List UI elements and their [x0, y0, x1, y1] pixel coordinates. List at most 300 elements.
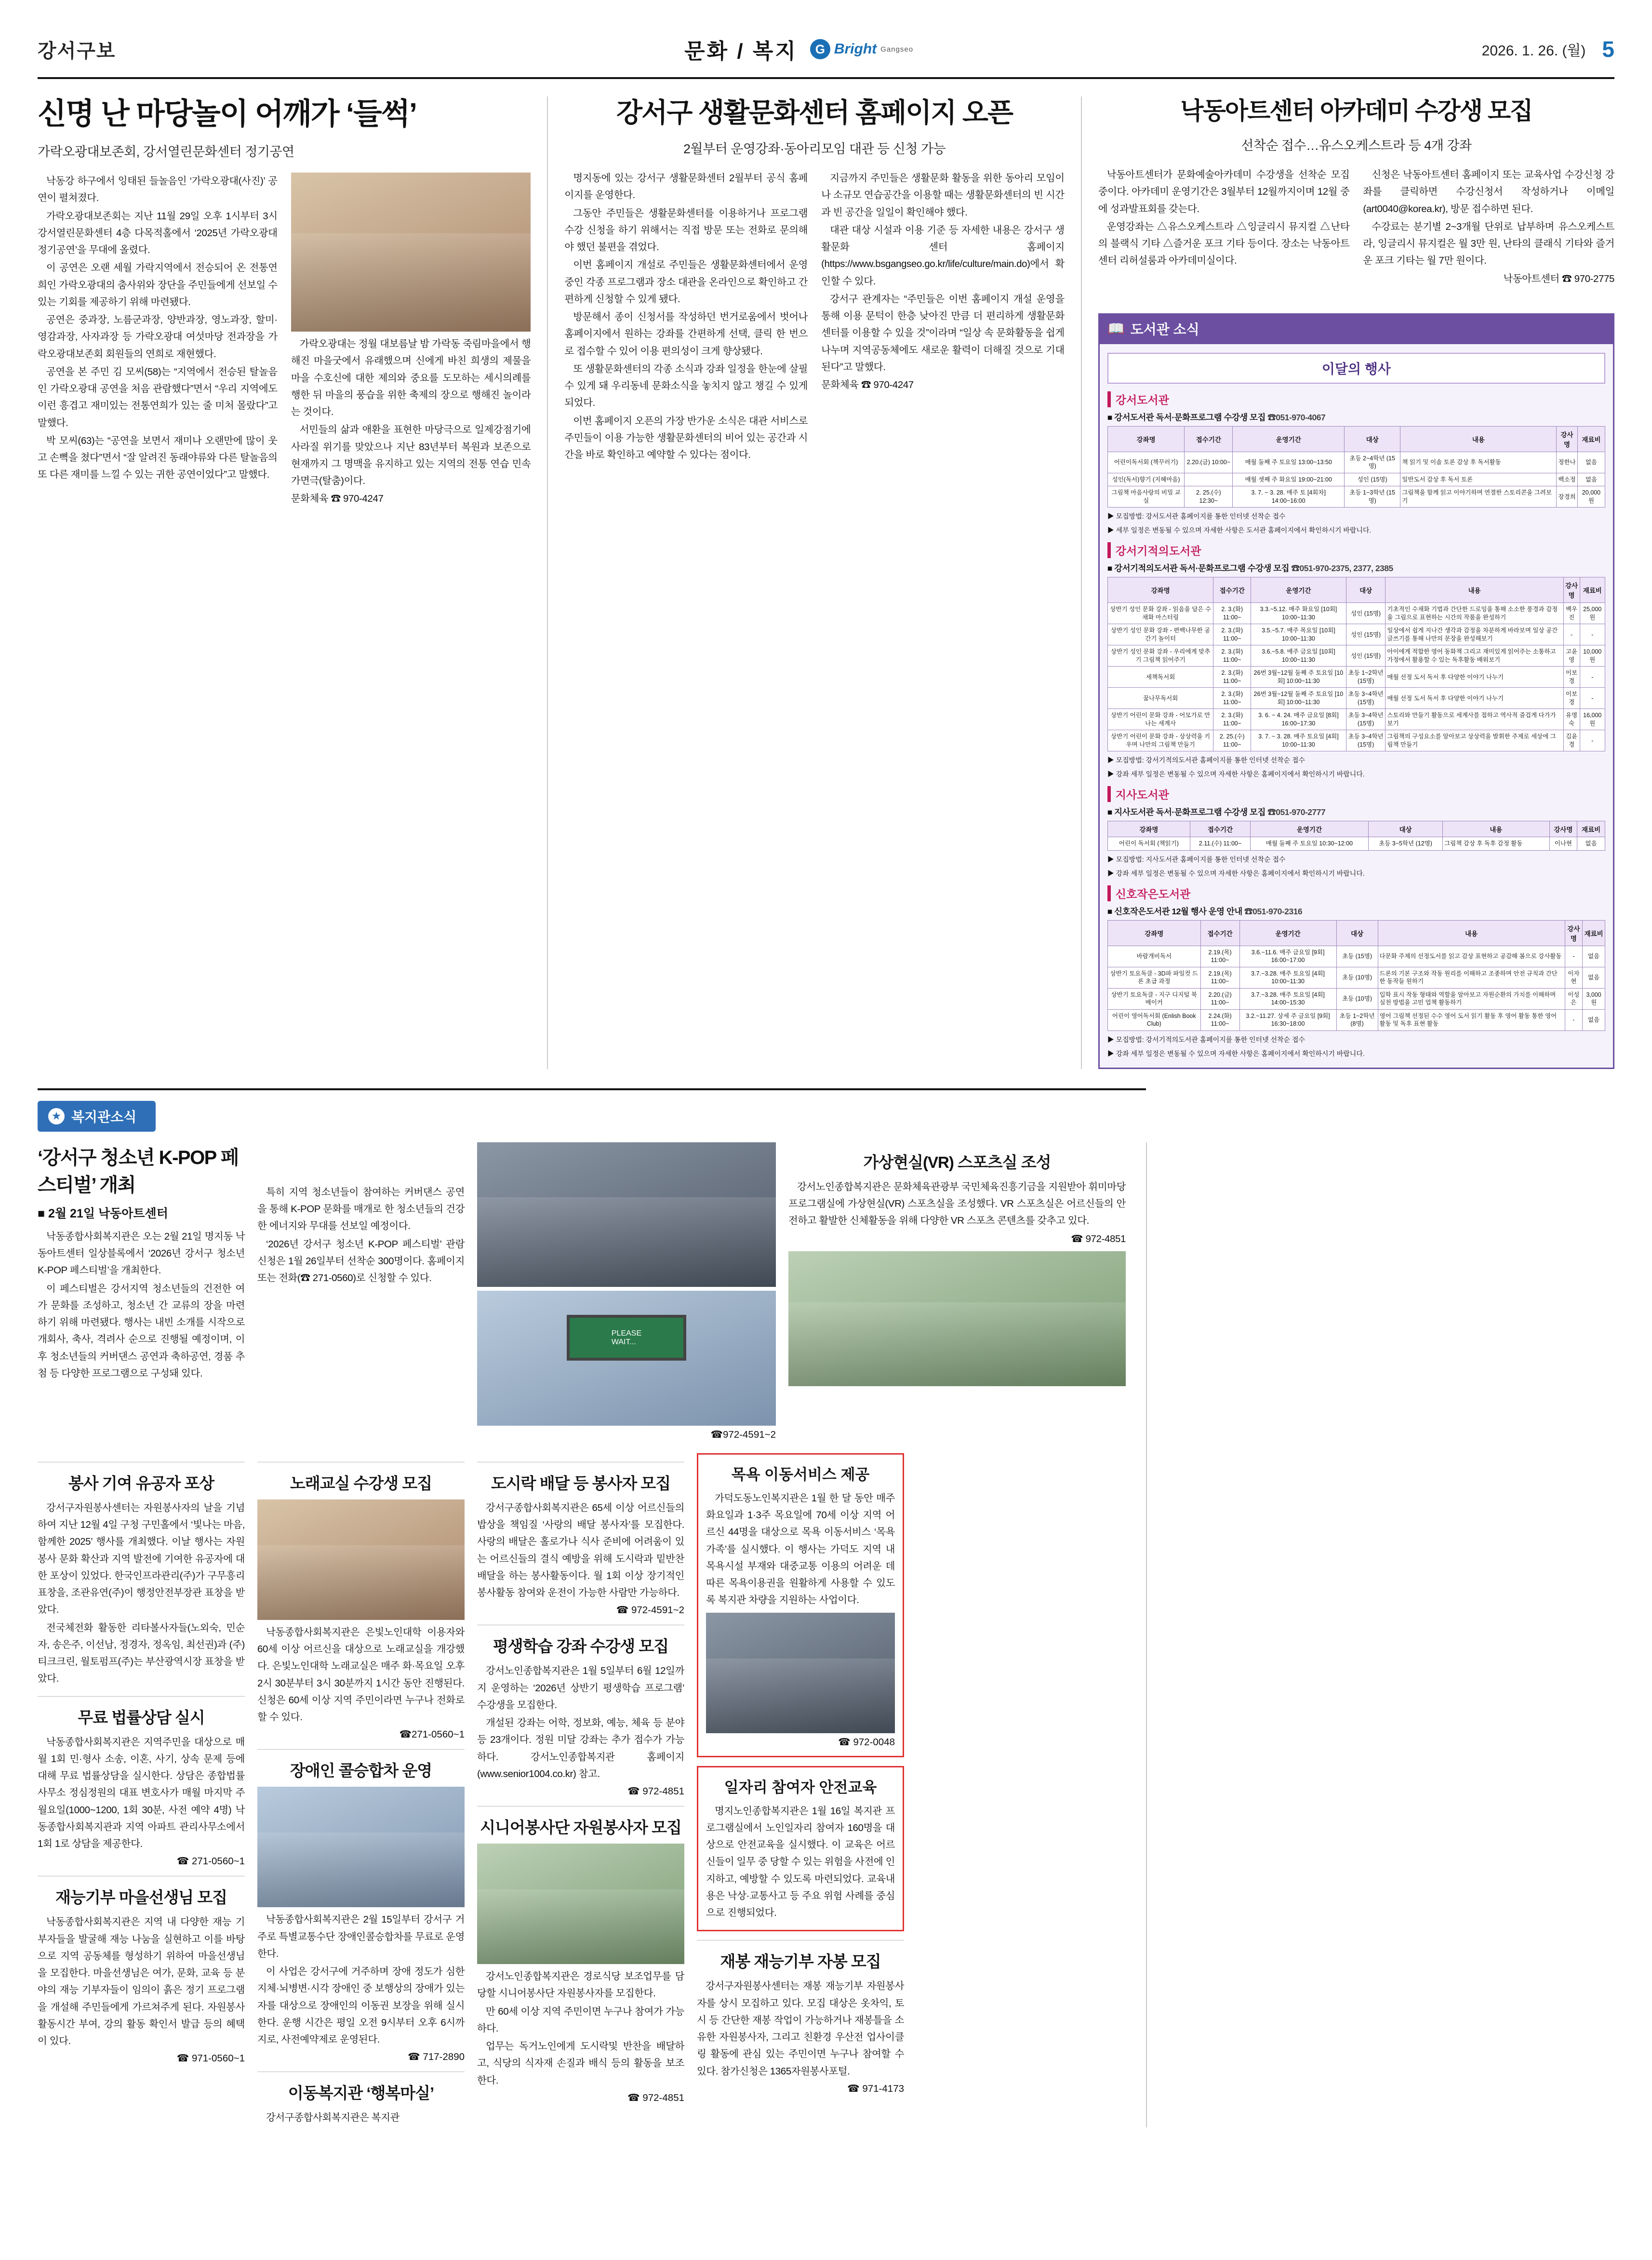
table-row: [1107, 452, 1605, 473]
table-cell: 3.6.~5.8. 매주 금요일 [10회] 10:00~11:30: [1251, 645, 1346, 667]
table-cell: 백우진: [1563, 603, 1580, 624]
table-cell: -: [1580, 667, 1605, 688]
table-row: [1107, 946, 1605, 967]
table-header-cell: 재료비: [1580, 577, 1605, 603]
table-row: [1107, 1009, 1605, 1030]
table-header-cell: 강사명: [1565, 920, 1583, 946]
library-note: ▶ 세부 일정은 변동될 수 있으며 자세한 사항은 도서관 홈페이지에서 확인하시기 바랍니다.: [1107, 526, 1372, 535]
item2-p0: 강서구종합사회복지관은 65세 이상 어르신들의 밥상을 책임질 ‘사랑의 배달 봉사자’를 모집한다. 사랑의 배달은 홀로가나 식사 준비에 어려움이 있는 어르신들의 결식 예방을 위해 도시락과 밑반찬 배달을 하는 봉사활동이다. 월 1회 이상 장기적인 봉사활동 참여와 운전이 가능한 사람만 가능하다.: [477, 1502, 684, 1598]
article-nakdong-academy: [1081, 96, 1614, 1069]
table-header-cell: 접수기간: [1213, 577, 1251, 603]
section-title: 문화 / 복지: [684, 40, 798, 63]
vr-screen-graphic: PLEASE WAIT...: [567, 1315, 686, 1361]
redbox0-tel: ☎ 972-0048: [838, 1736, 895, 1748]
table-cell: 장경희: [1557, 486, 1578, 508]
table-header-cell: 내용: [1378, 920, 1565, 946]
redbox-bath-service: [697, 1453, 904, 1757]
table-cell: 없음: [1583, 1009, 1605, 1030]
table-cell: 드론의 기본 구조와 작동 원리를 이해하고 조종하며 안전 규칙과 간단 한 동작들 원하기: [1378, 967, 1565, 988]
table-cell: 2.19.(목) 11:00~: [1200, 967, 1239, 988]
table-row: [1107, 473, 1605, 486]
table-cell: 성인 (15명): [1345, 473, 1400, 486]
table-cell: 2. 3.(화) 11:00~: [1213, 624, 1251, 645]
library-section-name-1: 강서기적의도서관: [1107, 542, 1605, 558]
item6-title: 재능기부 마을선생님 모집: [55, 1888, 227, 1907]
item4-p0: 낙동종합사회복지관은 2월 15일부터 강서구 거주로 특별교통수단 장애인콜승합차를 무료로 운영한다.: [257, 1914, 465, 1959]
item5-tel: ☎ 972-4851: [627, 1786, 684, 1797]
issue-date: 2026. 1. 26. (월): [1481, 43, 1586, 59]
article2-p8: 강서구 관계자는 “주민들은 이번 홈페이지 개설 운영을 통해 이용 문턱이 한층 낮아진 만큼 더 편리하게 생활문화센터를 이용할 수 있을 것”이라며 “일상 속 문화활동을 쉽게 나누며 지역공동체에도 새로운 활력이 더해질 것으로 기대된다”고 말했다.: [821, 293, 1065, 373]
article1-p3: 공연은 중과장, 노름군과장, 양반과장, 영노과장, 할미·영감과장, 사자과장 등 가락오광대 여섯마당 전과장을 가락오광대보존회 회원들의 연희로 재현했다.: [38, 314, 278, 360]
welfare-col-4: [697, 1453, 904, 2127]
table-cell: 어린이 독서회 (책읽기): [1107, 837, 1190, 851]
table-cell: -: [1565, 1009, 1583, 1030]
table-cell: 없음: [1577, 473, 1605, 486]
table-header-cell: 내용: [1443, 821, 1549, 837]
table-cell: 상반기 토요독클 - 지구 디지털 북메이커: [1107, 988, 1200, 1009]
item9-title: 재봉 재능기부 자봉 모집: [720, 1952, 881, 1971]
table-cell: 20,000원: [1577, 486, 1605, 508]
article2-p2: 이번 홈페이지 개설로 주민들은 생활문화센터에서 운영 중인 각종 프로그램과 장소 대관을 온라인으로 확인하고 간편하게 신청할 수 있게 됐다.: [564, 259, 808, 305]
article2-col2: [821, 170, 1065, 464]
library-section-2: [1107, 786, 1605, 879]
table-row: [1107, 688, 1605, 709]
table-row: [1107, 624, 1605, 645]
table-row: [1107, 645, 1605, 667]
masthead: [38, 0, 1614, 79]
kpop-title: ‘강서구 청소년 K-POP 페스티벌’ 개최: [38, 1147, 239, 1196]
table-cell: 그림책 감상 후 독후 감정 활동: [1443, 837, 1549, 851]
table-row: [1107, 837, 1605, 851]
item6-p0: 낙동종합사회복지관은 지역 내 다양한 재능 기부자들을 발굴해 재능 나눔을 실현하고 이를 바탕으로 지역 공동체를 형성하기 위하여 마을선생님을 모집한다. 마을선생님은 여가, 문화, 교육 등 분야의 재능 기부자들이 임의이 흙은 정기 프로그램을 개설해 주민들에게 가르쳐주게 된다. 자원봉사활동시간 부여, 강의 활동 확인서 발급 등의 혜택이 있다.: [38, 1916, 245, 2046]
table-cell: 초등 (15명): [1336, 946, 1378, 967]
table-cell: 26번 3월~12월 둘째 주 토요일 [10회] 10:00~11:30: [1251, 688, 1346, 709]
welfare-top-row: [38, 1142, 1132, 1441]
table-cell: 이나현: [1549, 837, 1577, 851]
library-note: ▶ 강좌 세부 일정은 변동될 수 있으며 자세한 사항은 홈페이지에서 확인하시기 바랍니다.: [1107, 770, 1365, 778]
article3-title: 낙동아트센터 아카데미 수강생 모집: [1180, 97, 1532, 124]
table-cell: 이성은: [1565, 988, 1583, 1009]
item9-tel: ☎ 971-4173: [847, 2083, 904, 2094]
library-sections: [1107, 391, 1605, 1059]
library-table-3: [1107, 920, 1605, 1031]
article3-p2: 신청은 낙동아트센터 홈페이지 또는 교육사업 수강신청 강좌를 클릭하면 수강신청서 작성하거나 이메일(art0040@korea.kr), 방문 접수하면 된다.: [1363, 169, 1615, 214]
page-number: 5: [1602, 37, 1614, 62]
welfare-items-grid: [38, 1453, 1132, 2127]
article3-col2: [1363, 166, 1614, 288]
item3-tel: ☎ 271-0560~1: [176, 1856, 245, 1867]
table-cell: 매월 셋째 주 화요일 19:00~21:00: [1233, 473, 1345, 486]
item1-title: 노래교실 수강생 모집: [290, 1474, 432, 1492]
article2-p0: 명지동에 있는 강서구 생활문화센터 2월부터 공식 홈페이지를 운영한다.: [564, 173, 808, 201]
table-header-cell: 운영기간: [1233, 426, 1345, 452]
table-cell: 2. 25.(수) 11:00~: [1213, 730, 1251, 751]
item4-tel: ☎ 717-2890: [408, 2051, 465, 2063]
table-cell: 없음: [1577, 452, 1605, 473]
table-cell: 2.20.(금) 10:00~: [1185, 452, 1233, 473]
welfare-region: [38, 1142, 1614, 2127]
table-header-cell: 내용: [1400, 426, 1557, 452]
table-header-cell: 재료비: [1577, 821, 1605, 837]
article2-subtitle: 2월부터 운영강좌·동아리모임 대관 등 신청 가능: [683, 142, 946, 157]
table-cell: 상반기 성인 문화 강좌 - 편백나무한 공간기 놀이터: [1107, 624, 1213, 645]
table-cell: 초등 3~4학년 (15명): [1346, 688, 1385, 709]
article2-p6: 지금까지 주민들은 생활문화 활동을 위한 동아리 모임이나 소규모 연습공간을 이용할 때는 생활문화센터의 빈 시간과 빈 공간을 일일이 확인해야 했다.: [821, 173, 1065, 218]
welfare-left: [38, 1142, 1146, 2127]
table-row: [1107, 709, 1605, 730]
table-cell: 25,000원: [1580, 603, 1605, 624]
table-header-cell: 재료비: [1577, 426, 1605, 452]
table-header-cell: 강좌명: [1107, 426, 1185, 452]
table-cell: 아이에게 적합한 영어 동화책 그리고 재미있게 읽어주는 소통하고 가정에서 활용할 수 있는 독후활동 배워보기: [1386, 645, 1563, 667]
table-header-cell: 강좌명: [1107, 577, 1213, 603]
item2-title: 도시락 배달 등 봉사자 모집: [491, 1474, 671, 1492]
article2-body: [564, 170, 1064, 464]
library-section-line-0: ■ 강서도서관 독서·문화프로그램 수강생 모집 ☎051-970-4067: [1107, 412, 1326, 422]
table-header-cell: 접수기간: [1185, 426, 1233, 452]
article-culture-center: [547, 96, 1080, 1069]
kpop-p3: ‘2026년 강서구 청소년 K-POP 페스티벌’ 관람 신청은 1월 26일부터 선착순 300명이다. 홈페이지 또는 전화(☎ 271-0560)로 신청할 수 있다.: [257, 1238, 465, 1284]
table-cell: 3. 6. ~ 4. 24. 매주 금요일 [8회] 16:00~17:30: [1251, 709, 1346, 730]
table-cell: 3. 7. ~ 3. 28. 매주 토요일 [4회] 10:00~11:30: [1251, 730, 1346, 751]
table-cell: 고윤영: [1563, 645, 1580, 667]
item8-title: 이동복지관 ‘행복마실’: [288, 2084, 434, 2102]
table-cell: 이보경: [1563, 688, 1580, 709]
item5-title: 평생학습 강좌 수강생 모집: [493, 1637, 669, 1656]
table-cell: 없음: [1577, 837, 1605, 851]
item3-p0: 낙동종합사회복지관은 지역주민을 대상으로 매월 1회 민·형사 소송, 이혼, 사기, 상속 문제 등에 대해 무료 법률상담을 실시한다. 상담은 종합법률사무소 정심정원의 대표 변호사가 매월 마지막 주 월요일(1000~1200, 1회 30분, 사전 예약 4명) 낙동종합사회복지관과 지역 아파트 관리사무소에서 1회 1로 상담을 제공한다.: [38, 1736, 245, 1849]
kpop-p2: 특히 지역 청소년들이 참여하는 커버댄스 공연을 통해 K-POP 문화를 매개로 한 청소년들의 건강한 에너지와 무대를 선보일 예정이다.: [257, 1186, 465, 1232]
article1-subtitle: 가락오광대보존회, 강서열린문화센터 정기공연: [38, 145, 294, 160]
table-row: [1107, 967, 1605, 988]
article1-p4: 공연을 본 주민 김 모씨(58)는 “지역에서 전승된 탈놀음인 가락오광대 공연을 처음 관람했다”면서 “우리 지역에도 이런 흥겹고 재미있는 전통연희가 있는 줄 미처 몰랐다”고 말했다.: [38, 366, 278, 428]
table-cell: 그림책 마음사랑의 비밀 교실: [1107, 486, 1185, 508]
table-cell: 2. 25.(수) 12:30~: [1185, 486, 1233, 508]
table-cell: 2. 3.(화) 11:00~: [1213, 603, 1251, 624]
library-table-0: [1107, 426, 1605, 508]
kpop-sub: ■ 2월 21일 낙동아트센터: [38, 1206, 168, 1220]
article1-p7: 서민들의 삶과 애환을 표현한 마당극으로 일제강점기에 사라질 위기를 맞았으나 지난 83년부터 복원과 보존으로 현재까지 그 명맥을 유지하고 있는 지역의 전통 연습 민속가면극(탈춤)이다.: [291, 424, 531, 487]
article-madangnori: [38, 96, 547, 1069]
article2-p5: 이번 홈페이지 오픈의 가장 반가운 소식은 대관 서비스로 주민들이 이용 가능한 생활문화센터의 비어 있는 공간과 시간을 바로 확인하고 예약할 수 있다는 점이다.: [564, 415, 808, 461]
book-icon: 📖: [1107, 321, 1125, 336]
table-cell: 매월 둘째 주 토요일 10:30~12:00: [1250, 837, 1368, 851]
table-cell: 유명숙: [1563, 709, 1580, 730]
table-cell: 3.3.~5.12. 매주 화요일 [10회] 10:00~11:30: [1251, 603, 1346, 624]
table-header-cell: 내용: [1386, 577, 1563, 603]
article3-p0: 낙동아트센터가 문화예술아카데미 수강생을 선착순 모집 중이다. 아카데미 운영기간은 3월부터 12월까지이며 12월 중에 성과발표회를 갖는다.: [1098, 169, 1350, 214]
table-row: [1107, 667, 1605, 688]
table-cell: 2. 3.(화) 11:00~: [1213, 688, 1251, 709]
table-cell: 어린이 영어독서회 (Enlish Book Club): [1107, 1009, 1200, 1030]
table-cell: 매월 선정 도서 독서 후 다양한 이야기 나누기: [1386, 688, 1563, 709]
table-cell: 매월 둘째 주 토요일 13:00~13:50: [1233, 452, 1345, 473]
table-header-cell: 대상: [1345, 426, 1400, 452]
logo-subtext: Gangseo: [880, 45, 914, 53]
table-header-cell: 강사명: [1557, 426, 1578, 452]
library-section-0: [1107, 391, 1605, 536]
item1-tel: ☎271-0560~1: [399, 1729, 465, 1740]
kpop-p0: 낙동종합사회복지관은 오는 2월 21일 명지동 낙동아트센터 일상블록에서 ‘2026년 강서구 청소년 K-POP 페스티벌’을 개최한다.: [38, 1230, 245, 1276]
table-cell: 입학 표시 작동 형태와 역할을 알아보고 자원순환의 가치를 이해하며 실천 방법을 고민 업책 활동하기: [1378, 988, 1565, 1009]
table-cell: 2. 3.(화) 11:00~: [1213, 645, 1251, 667]
article2-p3: 방문해서 종이 신청서를 작성하던 번거로움에서 벗어나 홈페이지에서 원하는 강좌를 간편하게 선택, 클릭 한 번으로 접수할 수 있어 이용 편의성이 크게 향상됐다.: [564, 311, 808, 357]
article2-contact: 문화체육 ☎ 970-4247: [821, 379, 914, 391]
article2-p4: 또 생활문화센터의 각종 소식과 강좌 일정을 한눈에 살필 수 있게 돼 우리동네 문화소식을 놓치지 않고 챙길 수 있게 되었다.: [564, 363, 808, 409]
article1-p1: 가락오광대보존회는 지난 11월 29일 오후 1시부터 3시 강서열린문화센터 4층 다목적홀에서 ‘2025년 가락오광대 정기공연’을 무대에 올렸다.: [38, 210, 278, 256]
masthead-right: [1482, 36, 1614, 62]
table-header-cell: 강좌명: [1107, 821, 1190, 837]
article3-p1: 운영강좌는 △유스오케스트라 △잉글리시 뮤지컬 △난타의 블랙식 기타 △즐거운 포크 기타 등이다. 장소는 낙동아트센터 리허설룸과 아카데미실이다.: [1098, 221, 1350, 267]
redbox1-title: 일자리 참여자 안전교육: [724, 1779, 877, 1796]
table-cell: 스토리와 만들기 활동으로 세계사를 접하고 역사적 즐겁게 다가가 보기: [1386, 709, 1563, 730]
redbox0-title: 목욕 이동서비스 제공: [731, 1466, 870, 1483]
table-cell: 다문화 주제의 선정도서를 읽고 감상 표현하고 공감해 봄으로 강사활동: [1378, 946, 1565, 967]
item0-p0: 강서구자원봉사센터는 자원봉사자의 날을 기념하여 지난 12월 4일 구청 구민홀에서 ‘빛나는 마음, 함께한 2025’ 행사를 개최했다. 이날 행사는 자원봉사 문화 확산과 지역 발전에 기여한 유공자에 대한 포상이 있었다. 한국인프라관리(주)가 구무흥리 표창을, 조관유연(주)이 행정안전부장관 표창을 받았다.: [38, 1502, 245, 1616]
library-section-1: [1107, 542, 1605, 779]
table-cell: 2.24.(화) 11:00~: [1200, 1009, 1239, 1030]
table-cell: 일반도서 감상 후 독서 토론: [1400, 473, 1557, 486]
item8-p0: 강서구종합사회복지관은 복지관: [266, 2112, 400, 2124]
library-section-3: [1107, 885, 1605, 1059]
article2-title: 강서구 생활문화센터 홈페이지 오픈: [616, 97, 1013, 128]
table-cell: 초등 (10명): [1336, 967, 1378, 988]
table-cell: 그림책을 함께 읽고 이야기하며 연결한 스토리콘을 그려보기: [1400, 486, 1557, 508]
library-panel: [1098, 344, 1614, 1069]
table-header-cell: 운영기간: [1250, 821, 1368, 837]
table-header-cell: 운영기간: [1239, 920, 1336, 946]
table-header-cell: 강사명: [1549, 821, 1577, 837]
article1-p5: 박 모씨(63)는 “공연을 보면서 재미나 오랜만에 많이 웃고 손뼉을 쳤다”면서 “잘 알려진 동래야류와 다른 탈놀음의 또 다른 재미를 느낄 수 있는 귀한 공연이었다”고 말했다.: [38, 435, 278, 481]
table-cell: 2.19.(목) 11:00~: [1200, 946, 1239, 967]
library-header: [1098, 313, 1614, 344]
item7-title: 시니어봉사단 자원봉사자 모집: [480, 1819, 681, 1836]
table-header-cell: 강사명: [1563, 577, 1580, 603]
item6-tel: ☎ 971-0560~1: [176, 2053, 245, 2064]
item4-photo: [257, 1787, 465, 1907]
article3-p3: 수강료는 분기별 2~3개월 단위로 납부하며 유스오케스트라, 잉글리시 뮤지컬은 월 3만 원, 난타의 클래식 기타와 즐거운 포크 기타는 월 7만 원이다.: [1363, 221, 1615, 267]
welfare-label-text: 복지관소식: [71, 1109, 137, 1124]
vr-photo: [477, 1291, 776, 1426]
table-cell: 일상에서 쉽게 지나간 생각과 감정을 차분하게 바라보며 일상 공간 글쓰기를 통해 나만의 문장을 완성해보기: [1386, 624, 1563, 645]
table-header-cell: 접수기간: [1200, 920, 1239, 946]
table-cell: 2. 3.(화) 11:00~: [1213, 667, 1251, 688]
table-cell: 그림책의 구성요소를 알아보고 상상력을 발휘한 주제로 세상에 그림책 만들기: [1386, 730, 1563, 751]
table-cell: -: [1580, 688, 1605, 709]
article1-p0: 낙동강 하구에서 잉태된 들놀음인 ‘가락오광대(사진)’ 공연이 펼쳐졌다.: [38, 175, 278, 204]
library-note: ▶ 모집방법: 강서기적의도서관 홈페이지를 통한 인터넷 선착순 접수: [1107, 1035, 1305, 1043]
table-cell: 초등 3~4학년 (15명): [1346, 730, 1385, 751]
library-table-1: [1107, 577, 1605, 751]
kpop-tel: ☎972-4591~2: [710, 1429, 776, 1440]
item4-title: 장애인 콜승합차 운영: [290, 1762, 432, 1780]
library-section-line-1: ■ 강서기적의도서관 독서·문화프로그램 수강생 모집 ☎051-970-2375, 2377, 2385: [1107, 563, 1393, 574]
article1-col1: [38, 173, 278, 508]
logo-text: Bright: [834, 41, 877, 57]
table-cell: 상반기 성인 문화 강좌 - 우리에게 맞추기 그림책 읽어주기: [1107, 645, 1213, 667]
redbox0-p0: 가덕도동노인복지관은 1월 한 달 동안 매주 화요일과 1·3주 목요일에 70세 이상 지역 어르신 44명을 대상으로 목욕 이동서비스 ‘목욕가족’를 실시했다. 이 행사는 가덕도 지역 내 목욕시설 부재와 대중교통 이용의 어려운 데 따른 목욕이용권을 원활하게 사용할 수 있도록 복지관 차량을 지원하는 사업이다.: [706, 1492, 895, 1606]
library-month-title: 이달의 행사: [1107, 353, 1605, 384]
table-row: [1107, 730, 1605, 751]
table-cell: 2.20.(금) 11:00~: [1200, 988, 1239, 1009]
table-header-cell: 대상: [1336, 920, 1378, 946]
item0-p1: 전국체전화 활동한 리타볼사자들(노외숙, 민순자, 송은주, 이선남, 정경자, 정옥임, 최선권)과 (주)티크크린, 월토펌프(주)는 부산광역시장 표창을 받았다.: [38, 1622, 245, 1685]
library-note: ▶ 강좌 세부 일정은 변동될 수 있으며 자세한 사항은 홈페이지에서 확인하시기 바랍니다.: [1107, 1049, 1365, 1057]
vr-photo-2: [788, 1251, 1126, 1386]
table-cell: 성인(독서)향기 (지혜마음): [1107, 473, 1185, 486]
item3-title: 무료 법률상담 실시: [78, 1708, 205, 1726]
library-note: ▶ 모집방법: 강서도서관 홈페이지를 통한 인터넷 선착순 접수: [1107, 512, 1286, 521]
item7-photo: [477, 1844, 684, 1964]
table-cell: 세책독서회: [1107, 667, 1213, 688]
table-cell: 초등 1~2학년 (15명): [1346, 667, 1385, 688]
article3-body: [1098, 166, 1614, 288]
article3-col1: [1098, 166, 1350, 288]
table-cell: 상반기 토요독클 - 3D파 파일컷 드론 초급 과정: [1107, 967, 1200, 988]
table-cell: 김윤경: [1563, 730, 1580, 751]
table-cell: 초등 1~2학년 (8명): [1336, 1009, 1378, 1030]
table-cell: 2. 3.(화) 11:00~: [1213, 709, 1251, 730]
article1-body: [38, 173, 531, 508]
table-cell: 상반기 어린이 문화 강좌 - 상상력을 키우며 나만의 그림책 만들기: [1107, 730, 1213, 751]
table-cell: 3.7.~3.28. 매주 토요일 [4회] 14:00~15:30: [1239, 988, 1336, 1009]
item1-p0: 낙동종합사회복지관은 은빛노인대학 이용자와 60세 이상 어르신을 대상으로 노래교실을 개강했다. 은빛노인대학 노래교실은 매주 화·목요일 오후 2시 30분부터 3시 30분까지 1시간 동안 진행된다. 신청은 60세 이상 지역 주민이라면 누구나 전화로 할 수 있다.: [257, 1626, 465, 1723]
kpop-col2: [257, 1142, 465, 1441]
table-cell: 없음: [1583, 967, 1605, 988]
library-section: [1098, 303, 1614, 1069]
item1-photo: [257, 1499, 465, 1620]
welfare-label: [38, 1101, 156, 1132]
table-cell: 매월 선정 도서 독서 후 다양한 이야기 나누기: [1386, 667, 1563, 688]
table-cell: 초등 (10명): [1336, 988, 1378, 1009]
library-note: ▶ 모집방법: 강서기적의도서관 홈페이지를 통한 인터넷 선착순 접수: [1107, 756, 1305, 764]
library-note: ▶ 강좌 세부 일정은 변동될 수 있으며 자세한 사항은 홈페이지에서 확인하시기 바랍니다.: [1107, 869, 1365, 877]
table-cell: -: [1580, 730, 1605, 751]
library-table-2: [1107, 821, 1605, 851]
redbox1-p0: 명지노인종합복지관은 1월 16일 복지관 프로그램실에서 노인일자리 참여자 160명을 대상으로 안전교육을 실시했다. 이 교육은 어르신들이 일무 중 당할 수 있는 위험을 사전에 인지하고, 예방할 수 있도록 마련되었다. 교육내용은 낙상·교통사고 등 주요 위험 사례를 중심으로 진행되었다.: [706, 1805, 895, 1918]
table-cell: -: [1565, 946, 1583, 967]
library-section-line-2: ■ 지사도서관 독서·문화프로그램 수강생 모집 ☎051-970-2777: [1107, 807, 1326, 817]
library-section-name-3: 신호작은도서관: [1107, 885, 1605, 901]
table-header-cell: 강좌명: [1107, 920, 1200, 946]
article1-p6: 가락오광대는 정월 대보름날 밤 가락동 죽림마을에서 행해진 마을굿에서 유래했으며 신에게 바친 희생의 제물을 마을 수호신에 대한 제의와 중요를 도모하는 세시의례를 행한 뒤 마을의 풍습을 위한 축제의 장으로 행해진 놀이라는 것이다.: [291, 338, 531, 418]
table-cell: 성인 (15명): [1346, 645, 1385, 667]
table-header-cell: 대상: [1369, 821, 1443, 837]
vr-col: [788, 1142, 1126, 1441]
table-cell: 3.5.~5.7. 매주 목요일 [10회] 10:00~11:30: [1251, 624, 1346, 645]
table-cell: 3.7.~3.28. 매주 토요일 [4회] 10:00~11:30: [1239, 967, 1336, 988]
item0-title: 봉사 기여 유공자 포상: [68, 1474, 214, 1492]
redbox0-photo: [706, 1613, 895, 1733]
kpop-photo-col: [477, 1142, 776, 1441]
library-section-name-0: 강서도서관: [1107, 391, 1605, 407]
table-cell: -: [1580, 624, 1605, 645]
welfare-right-spacer: [1146, 1142, 1614, 2127]
table-cell: 이자현: [1565, 967, 1583, 988]
table-cell: -: [1563, 624, 1580, 645]
table-cell: 영어 그림책 선정된 수수 영어 도서 읽기 활동 후 영어 활동 통한 영어 활동 및 독후 표현 활동: [1378, 1009, 1565, 1030]
table-cell: 10,000원: [1580, 645, 1605, 667]
item7-tel: ☎ 972-4851: [627, 2092, 684, 2103]
table-header-cell: 재료비: [1583, 920, 1605, 946]
kpop-photo: [477, 1142, 776, 1287]
table-cell: 3. 7. ~ 3. 28. 매주 토 [4회차] 14:00~16:00: [1233, 486, 1345, 508]
item5-p0: 강서노인종합복지관은 1월 5일부터 6월 12일까지 운영하는 ‘2026년 상반기 평생학습 프로그램’ 수강생을 모집한다.: [477, 1665, 684, 1711]
library-section-name-2: 지사도서관: [1107, 786, 1605, 802]
table-cell: 바람개비독서: [1107, 946, 1200, 967]
article2-p7: 대관 대상 시설과 이용 기준 등 자세한 내용은 강서구 생활문화 센터 홈페이지(https://www.bsgangseo.go.kr/life/culture/main.do)에서 확인할 수 있다.: [821, 224, 1065, 287]
brand-logo: [810, 39, 913, 59]
library-header-label: 도서관 소식: [1130, 321, 1199, 337]
article1-contact: 문화체육 ☎ 970-4247: [291, 493, 384, 505]
item9-p0: 강서구자원봉사센터는 재봉 재능기부 자원봉사자를 상시 모집하고 있다. 모집 대상은 옷차익, 토시 등 간단한 재봉 작업이 가능하거나 재봉틀을 소유한 자원봉사자, 그리고 친환경 우산전 업사이클링 활동에 관심 있는 주민이면 누구나 참여할 수 있다. 참가신청은 1365자원봉사포털.: [697, 1980, 904, 2077]
table-cell: 성인 (15명): [1346, 624, 1385, 645]
table-cell: 기초적인 수채화 기법과 간단한 드로잉을 통해 소소한 풍경과 감정을 그림으로 표현하는 시간의 작품을 완성하기: [1386, 603, 1563, 624]
table-cell: 백소정: [1557, 473, 1578, 486]
table-row: [1107, 486, 1605, 508]
article1-title: 신명 난 마당놀이 어깨가 ‘들썩’: [38, 97, 417, 131]
table-cell: 초등 3~5학년 (12명): [1369, 837, 1443, 851]
table-cell: 초등 1~3학년 (15명): [1345, 486, 1400, 508]
table-cell: 26번 3월~12월 둘째 주 토요일 [10회] 10:00~11:30: [1251, 667, 1346, 688]
table-cell: 2.11.(수) 11:00~: [1190, 837, 1251, 851]
welfare-col-2: [257, 1453, 465, 2127]
table-cell: 성인 (15명): [1346, 603, 1385, 624]
table-header-cell: 대상: [1346, 577, 1385, 603]
table-cell: [1185, 473, 1233, 486]
welfare-col-3: [477, 1453, 684, 2127]
table-row: [1107, 988, 1605, 1009]
table-row: [1107, 603, 1605, 624]
article3-contact: 낙동아트센터 ☎ 970-2775: [1503, 273, 1615, 284]
article2-col1: [564, 170, 808, 464]
table-cell: 16,000원: [1580, 709, 1605, 730]
item5-p1: 개설된 강좌는 어학, 정보화, 예능, 체육 등 분야 등 23개이다. 정원 미달 강좌는 추가 접수가 가능하다. 강서노인종합복지관 홈페이지(www.senior1004.co.kr) 참고.: [477, 1717, 684, 1779]
article1-col2: [291, 173, 531, 508]
article1-p2: 이 공연은 오랜 세월 가락지역에서 전승되어 온 전통연희인 가락오광대의 춤사위와 장단을 주민들에게 선보일 수 있는 기회를 제공하기 위해 마련됐다.: [38, 262, 278, 308]
logo-mark-icon: G: [810, 39, 830, 59]
table-cell: 정한나: [1557, 452, 1578, 473]
article2-p1: 그동안 주민들은 생활문화센터를 이용하거나 프로그램 수강 신청을 하기 위해서는 직접 방문 또는 전화로 문의해야 했던 불편을 겪었다.: [564, 207, 808, 253]
table-cell: 책 읽기 및 이솝 토론 감상 후 독서활동: [1400, 452, 1557, 473]
table-cell: 이보경: [1563, 667, 1580, 688]
item7-p2: 업무는 독거노인에게 도시락및 반찬을 배달하고, 식당의 식자재 손질과 배식 등의 활동을 보조한다.: [477, 2041, 684, 2086]
table-cell: 3,000원: [1583, 988, 1605, 1009]
kpop-p1: 이 페스티벌은 강서지역 청소년들의 건전한 여가 문화를 조성하고, 청소년 간 교류의 장을 마련하기 위해 마련됐다. 행사는 내빈 소개를 시작으로 개회사, 축사, 격려사 순으로 진행될 예정이며, 이후 청소년들의 커버댄스 공연과 축하공연, 경품 추첨 등 다양한 프로그램으로 구성돼 있다.: [38, 1283, 245, 1379]
vr-p0: 강서노인종합복지관은 문화체육관광부 국민체육진흥기금을 지원받아 휘미마당 프로그램실에 가상현실(VR) 스포츠실을 조성했다. VR 스포츠실은 어르신들의 안전하고 활발한 신체활동을 위해 다양한 VR 스포츠 콘텐츠를 갖추고 있다.: [788, 1181, 1126, 1227]
table-cell: 3.6.~11.6. 매주 금요일 [9회] 16:00~17:00: [1239, 946, 1336, 967]
table-cell: 어린이독서회 (책꾸러기): [1107, 452, 1185, 473]
article1-photo: [291, 173, 531, 332]
kpop-col1: [38, 1142, 245, 1441]
library-note: ▶ 모집방법: 지사도서관 홈페이지를 통한 인터넷 선착순 접수: [1107, 855, 1286, 863]
item7-p1: 만 60세 이상 지역 주민이면 누구나 참여가 가능하다.: [477, 2006, 684, 2034]
welfare-section-header: [38, 1088, 1146, 1132]
item7-p0: 강서노인종합복지관은 경로식당 보조업무를 담당할 시니어봉사단 자원봉사자를 모집한다.: [477, 1971, 684, 1999]
table-cell: 초등 2~4학년 (15명): [1345, 452, 1400, 473]
publication-name: 강서구보: [38, 40, 116, 62]
masthead-center: [684, 34, 913, 65]
item2-tel: ☎ 972-4591~2: [616, 1605, 684, 1616]
welfare-icon: ★: [48, 1108, 65, 1124]
vr-tel: ☎ 972-4851: [1071, 1233, 1126, 1244]
table-header-cell: 접수기간: [1190, 821, 1251, 837]
top-articles-region: [38, 79, 1614, 1069]
table-cell: 없음: [1583, 946, 1605, 967]
table-cell: 상반기 성인 문화 강좌 - 읽음을 담은 수채화 마스터링: [1107, 603, 1213, 624]
vr-title: 가상현실(VR) 스포츠실 조성: [863, 1153, 1051, 1171]
table-cell: 꿈나무독서회: [1107, 688, 1213, 709]
